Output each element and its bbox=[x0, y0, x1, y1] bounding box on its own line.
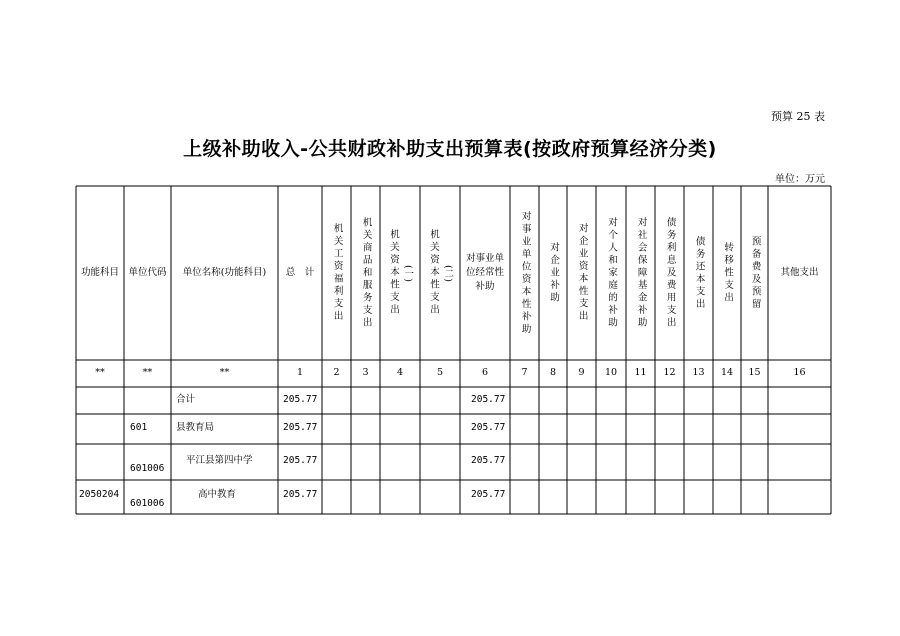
row-name: 合计 bbox=[176, 394, 196, 405]
header-col-4 bbox=[420, 186, 460, 360]
index-cell: 16 bbox=[793, 367, 806, 379]
header-col-14-text: 预备费及预留 bbox=[749, 235, 761, 311]
header-col-12-text: 债务还本支出 bbox=[693, 235, 705, 311]
row-total: 205.77 bbox=[283, 394, 318, 405]
index-cell: 7 bbox=[521, 367, 528, 379]
header-col-4-text: 机关资本性支出 bbox=[428, 229, 439, 317]
row-col-6: 205.77 bbox=[471, 394, 506, 405]
header-col-5 bbox=[462, 186, 508, 360]
header-unit-name bbox=[171, 186, 278, 360]
row-total: 205.77 bbox=[283, 422, 318, 433]
index-cell: 8 bbox=[549, 367, 557, 379]
header-col-12 bbox=[684, 186, 713, 360]
header-col-11 bbox=[655, 186, 684, 360]
page-title: 上级补助收入-公共财政补助支出预算表(按政府预算经济分类) bbox=[183, 138, 717, 160]
header-col-10 bbox=[626, 186, 655, 360]
index-cell: ** bbox=[95, 367, 105, 379]
index-cell: 12 bbox=[663, 367, 676, 379]
index-cell: 10 bbox=[604, 367, 618, 379]
header-col-2-text: 机关商品和服务支出 bbox=[360, 216, 372, 330]
index-cell: 4 bbox=[396, 367, 404, 379]
header-col-9 bbox=[596, 186, 626, 360]
header-col-9-text: 对个人和家庭的补助 bbox=[606, 216, 618, 330]
index-cell: 2 bbox=[333, 367, 340, 379]
header-total bbox=[278, 186, 322, 360]
header-col-3-suffix: (一) bbox=[402, 264, 414, 282]
index-cell: 3 bbox=[362, 367, 369, 379]
row-name: 县教育局 bbox=[176, 422, 215, 433]
header-col-7-text: 对企业补助 bbox=[548, 241, 560, 305]
header-col-15-text: 其他支出 bbox=[780, 266, 819, 278]
header-total-text: 总 计 bbox=[285, 266, 315, 278]
header-col-14 bbox=[741, 186, 768, 360]
index-cell: 6 bbox=[481, 367, 489, 379]
row-code: 601006 bbox=[130, 463, 165, 474]
row-total: 205.77 bbox=[283, 489, 318, 500]
header-col-13 bbox=[713, 186, 741, 360]
index-cell: 1 bbox=[296, 367, 304, 379]
index-cell: ** bbox=[142, 367, 153, 379]
header-col-6 bbox=[510, 186, 539, 360]
row-func-code: 2050204 bbox=[79, 489, 120, 500]
header-unit-name-text: 单位名称(功能科目) bbox=[182, 266, 267, 278]
header-col-11-text: 债务利息及费用支出 bbox=[664, 216, 676, 330]
index-cell: 9 bbox=[578, 367, 585, 379]
index-cell: ** bbox=[219, 367, 230, 379]
row-col-6: 205.77 bbox=[471, 489, 506, 500]
header-col-6-text: 对事业单位资本性补助 bbox=[519, 210, 531, 336]
header-col-5-text: 对事业单位经常性补助 bbox=[465, 252, 504, 293]
index-cell: 13 bbox=[692, 367, 705, 379]
header-func-code bbox=[80, 186, 120, 360]
header-col-15 bbox=[768, 186, 831, 360]
row-code: 601006 bbox=[130, 498, 165, 509]
header-col-8-text: 对企业资本性支出 bbox=[576, 223, 588, 323]
header-unit-code-text: 单位代码 bbox=[128, 266, 167, 278]
header-col-3-text: 机关资本性支出 bbox=[388, 229, 399, 317]
header-col-8 bbox=[567, 186, 596, 360]
unit-label: 单位：万元 bbox=[775, 174, 825, 185]
row-col-6: 205.77 bbox=[471, 455, 506, 466]
row-total: 205.77 bbox=[283, 455, 318, 466]
index-cell: 15 bbox=[748, 367, 761, 379]
header-col-13-text: 转移性支出 bbox=[722, 241, 734, 305]
header-col-7 bbox=[539, 186, 567, 360]
form-number: 预算 25 表 bbox=[771, 110, 825, 123]
header-col-1-text: 机关工资福利支出 bbox=[331, 223, 343, 323]
header-col-2 bbox=[351, 186, 380, 360]
row-name: 平江县第四中学 bbox=[186, 455, 253, 466]
row-name: 高中教育 bbox=[198, 489, 237, 500]
header-col-1 bbox=[322, 186, 351, 360]
index-cell: 14 bbox=[720, 367, 734, 379]
row-col-6: 205.77 bbox=[471, 422, 506, 433]
header-func-code-text: 功能科目 bbox=[80, 266, 119, 278]
header-col-3 bbox=[380, 186, 420, 360]
header-col-10-text: 对社会保障基金补助 bbox=[635, 216, 647, 330]
header-col-4-suffix: (二) bbox=[442, 264, 454, 282]
index-cell: 5 bbox=[436, 367, 444, 379]
header-unit-code bbox=[128, 186, 167, 360]
row-code: 601 bbox=[130, 422, 148, 433]
index-cell: 11 bbox=[634, 367, 647, 379]
